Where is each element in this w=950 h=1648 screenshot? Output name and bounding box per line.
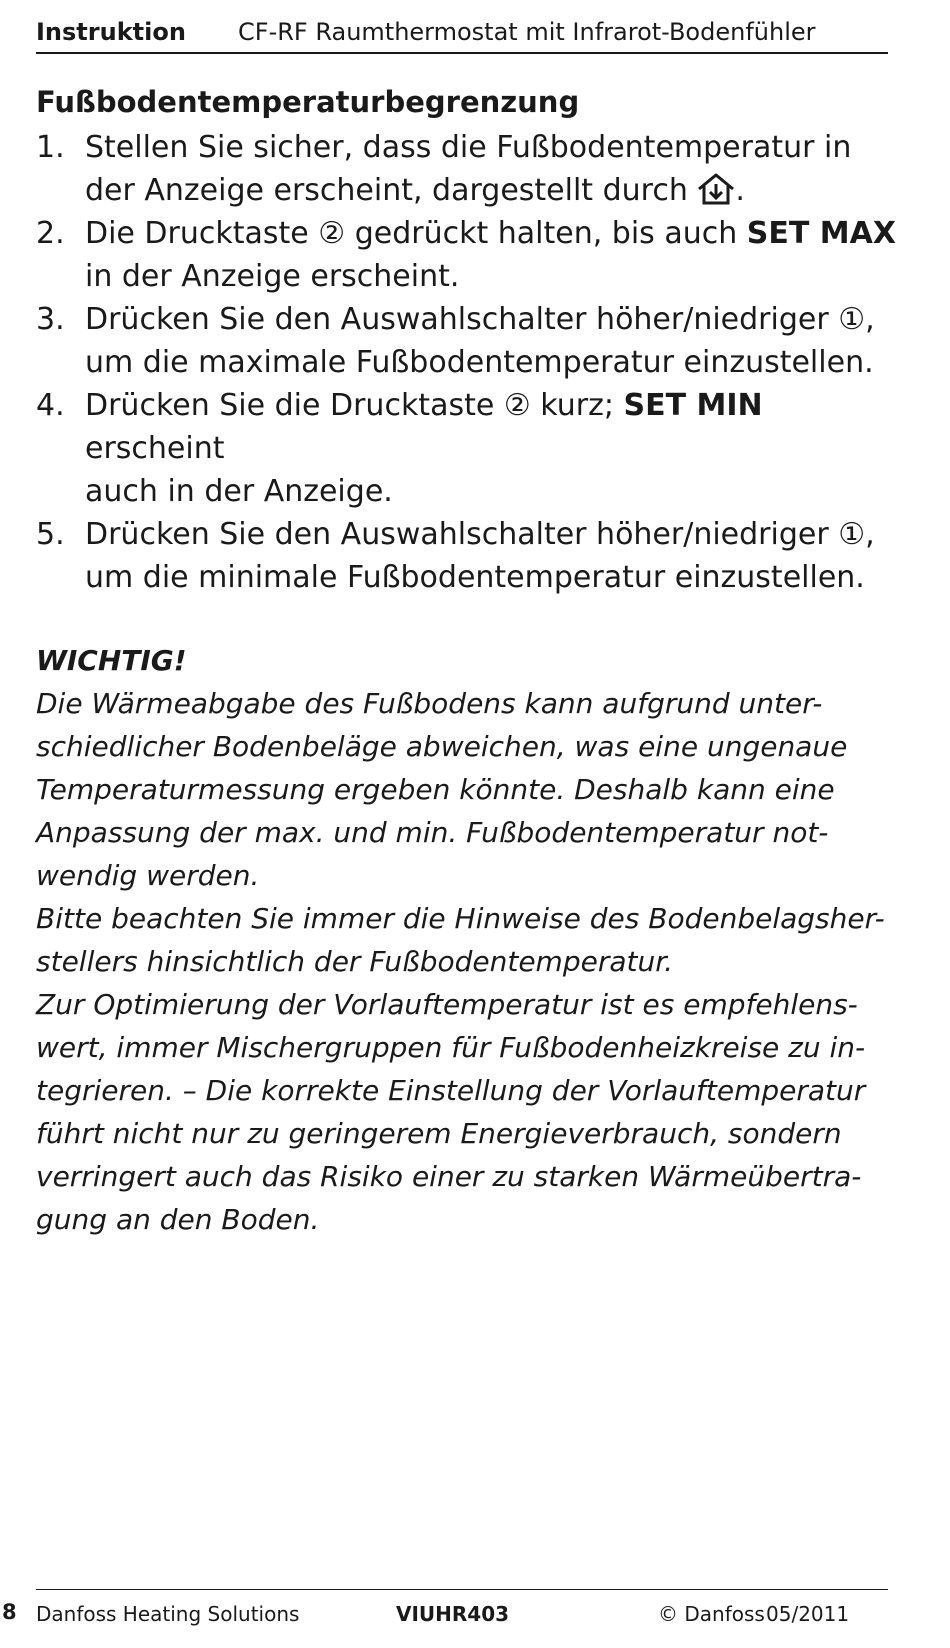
section-title: Fußbodentemperaturbegrenzung [36,85,580,119]
step-number: 3. [36,302,65,337]
step-text-line: um die minimale Fußbodentemperatur einzustellen. [85,560,865,595]
text-line: Die Wärmeabgabe des Fußbodens kann aufgrund unter- [36,687,823,720]
text-line: Bitte beachten Sie immer die Hinweise des Bodenbelagsher- [36,902,885,935]
important-paragraph-1 [36,682,896,897]
list-item [36,513,896,599]
step-text: Drücken Sie die Drucktaste ② kurz; [85,388,624,423]
list-item [36,126,896,212]
set-min-label: SET MIN [623,388,763,423]
list-item [36,212,896,298]
step-text: Die Drucktaste ② gedrückt halten, bis auch [85,216,747,251]
footer-copyright: © Danfoss [658,1602,765,1626]
step-number: 1. [36,130,65,165]
text-line: gung an den Boden. [36,1203,320,1236]
step-text: erscheint [85,431,225,466]
text-line: verringert auch das Risiko einer zu starken Wärmeübertra- [36,1160,862,1193]
text-line: tegrieren. – Die korrekte Einstellung der Vorlauftemperatur [36,1074,866,1107]
footer-company: Danfoss Heating Solutions [36,1602,300,1626]
step-number: 2. [36,216,65,251]
page-number: 8 [2,1600,17,1624]
text-line: wendig werden. [36,859,260,892]
step-text-line: auch in der Anzeige. [85,474,393,509]
step-text-line: um die maximale Fußbodentemperatur einzustellen. [85,345,874,380]
list-item [36,298,896,384]
page-header [36,12,888,54]
important-heading: WICHTIG! [36,644,187,677]
text-line: führt nicht nur zu geringerem Energieverbrauch, sondern [36,1117,842,1150]
important-paragraph-2 [36,897,896,983]
text-line: wert, immer Mischergruppen für Fußbodenheizkreise zu in- [36,1031,866,1064]
step-text-line: Drücken Sie den Auswahlschalter höher/niedriger ①, [85,517,875,552]
page-footer [36,1589,888,1630]
important-paragraph-3 [36,983,896,1241]
floor-temperature-icon [697,172,735,206]
main-content [36,82,896,1241]
text-line: stellers hinsichtlich der Fußbodentemperatur. [36,945,674,978]
text-line: Temperaturmessung ergeben könnte. Deshalb kann eine [36,773,835,806]
text-line: Anpassung der max. und min. Fußbodentemperatur not- [36,816,829,849]
step-text-line: Stellen Sie sicher, dass die Fußbodentemperatur in [85,130,852,165]
header-product-title: CF-RF Raumthermostat mit Infrarot-Bodenfühler [238,18,816,46]
header-label: Instruktion [36,18,186,46]
step-text-line: in der Anzeige erscheint. [85,259,460,294]
step-text-line: Drücken Sie den Auswahlschalter höher/niedriger ①, [85,302,875,337]
step-text-line: der Anzeige erscheint, dargestellt durch [85,173,688,208]
list-item [36,384,896,513]
text-line: Zur Optimierung der Vorlauftemperatur ist es empfehlens- [36,988,858,1021]
important-notice [36,639,896,1241]
step-punctuation: . [735,173,745,208]
text-line: schiedlicher Bodenbeläge abweichen, was eine ungenaue [36,730,848,763]
set-max-label: SET MAX [746,216,897,251]
steps-list [36,126,896,599]
footer-doc-code: VIUHR403 [396,1602,510,1626]
footer-date: 05/2011 [766,1602,850,1626]
step-number: 5. [36,517,65,552]
step-number: 4. [36,388,65,423]
